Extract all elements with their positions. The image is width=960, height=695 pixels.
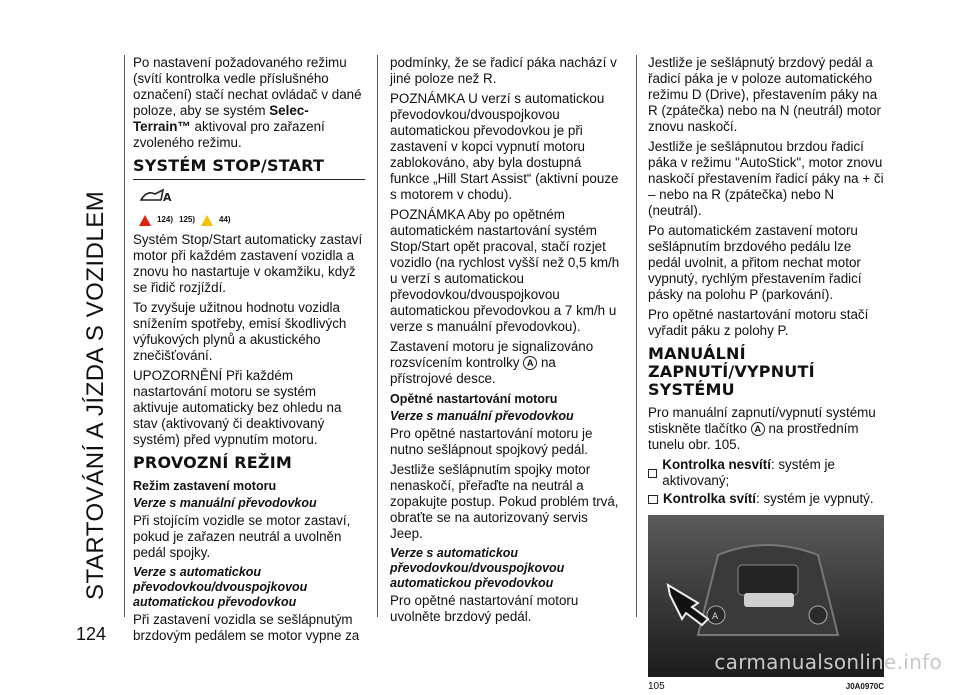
auto-stop-icon: A — [523, 356, 537, 370]
side-title-text: STARTOVÁNÍ A JÍZDA S VOZIDLEM — [82, 190, 109, 600]
paragraph: Jestliže je sešlápnutou brzdou řadicí páka v režimu "AutoStick", motor znovu naskočí přestavením řadicí páky na + či – nebo na R (zpátečka) nebo N (neutrál). — [648, 139, 884, 218]
paragraph: Pro manuální zapnutí/vypnutí systému stiskněte tlačítko A na prostředním tunelu obr. 105. — [648, 405, 876, 452]
figure-number: 105 — [648, 681, 665, 692]
paragraph: podmínky, že se řadicí páka nachází v jiné poloze než R. — [390, 55, 617, 86]
caution-triangle-icon — [201, 215, 213, 226]
list-item: Kontrolka nesvítí: systém je aktivovaný; — [648, 457, 884, 489]
paragraph: Zastavení motoru je signalizováno rozsvícením kontrolky A na přístrojové desce. — [390, 339, 594, 386]
paragraph: Pro opětné nastartování motoru je nutno sešlápnout spojkový pedál. — [390, 426, 593, 457]
paragraph: Jestliže je sešlápnutý brzdový pedál a řadicí páka je v poloze automatického režimu D (Drive), přestavením páky na R (zpátečka) nebo na N (neutrál) motor znovu naskočí. — [648, 55, 881, 134]
paragraph: POZNÁMKA U verzí s automatickou převodovkou/dvouspojkovou automatickou převodovkou je při zastavení v kopci vypnutí motoru zablokováno, aby byla dostupná funkce „Hill Start Assist“ (aktivní pouze s motorem v chodu). — [390, 91, 619, 202]
column-divider — [377, 55, 378, 617]
heading-stop-start: SYSTÉM STOP/START — [133, 157, 365, 180]
section-side-title — [82, 60, 122, 600]
paragraph: Po automatickém zastavení motoru sešlápnutím brzdového pedálu lze pedál uvolnit, a přitom nechat motor vypnutý, rychlým přestavením řadicí pásky na polohu P (parkování). — [648, 223, 862, 302]
stop-start-button-icon: A — [751, 422, 765, 436]
column-divider — [124, 55, 125, 617]
subheading: Verze s automatickou převodovkou/dvouspojkovou automatickou převodovkou — [390, 546, 565, 590]
column-1 — [133, 55, 365, 648]
svg-text:A: A — [712, 612, 719, 622]
svg-text:A: A — [163, 191, 172, 204]
column-3 — [648, 55, 884, 695]
column-2 — [390, 55, 622, 629]
bullet-icon — [648, 469, 657, 478]
figure-caption — [648, 679, 884, 695]
heading-manual-switch: MANUÁLNÍ ZAPNUTÍ/VYPNUTÍ SYSTÉMU — [648, 344, 815, 399]
paragraph: Pro opětné nastartování motoru stačí vyřadit páku z polohy P. — [648, 307, 869, 338]
figure-code: J0A0970C — [845, 682, 884, 691]
paragraph: Při stojícím vozidle se motor zastaví, pokud je zařazen neutrál a uvolněn pedál spojky. — [133, 513, 351, 560]
subheading: Verze s automatickou převodovkou/dvouspojkovou automatickou převodovkou — [133, 565, 308, 609]
paragraph: Pro opětné nastartování motoru uvolněte brzdový pedál. — [390, 593, 579, 624]
page-number: 124 — [76, 624, 107, 644]
bullet-icon — [648, 495, 658, 504]
stop-start-icon — [139, 186, 365, 208]
subheading: Verze s manuální převodovkou — [133, 496, 317, 510]
paragraph: POZNÁMKA Aby po opětném automatickém nastartování systém Stop/Start opět pracoval, stačí rozjet vozidlo (na rychlost vyšší než 0,5 km/h u verzí s automatickou převodovkou/dvouspojkovou automatickou převodovkou a 7 km/h u verze s manuální převodovkou). — [390, 207, 620, 334]
paragraph: Při zastavení vozidla se sešlápnutým brzdovým pedálem se motor vypne za — [133, 612, 360, 643]
paragraph: To zvyšuje užitnou hodnotu vozidla snížením spotřeby, emisí škodlivých výfukových plynů a akustického znečišťování. — [133, 300, 347, 363]
heading-operating-mode: PROVOZNÍ REŽIM — [133, 453, 292, 472]
column-divider — [636, 55, 637, 617]
warning-triangle-icon — [139, 215, 151, 226]
warning-references: 124) 125) 44) — [139, 212, 365, 228]
paragraph: UPOZORNĚNÍ Při každém nastartování motoru se systém aktivuje automaticky bez ohledu na stav (aktivovaný či deaktivovaný systém) před vypnutím motoru. — [133, 368, 342, 447]
subheading: Režim zastavení motoru — [133, 479, 277, 493]
subheading: Verze s manuální převodovkou — [390, 409, 574, 423]
watermark: carmanualsonline.info — [714, 650, 942, 674]
paragraph: Jestliže sešlápnutím spojky motor nenaskočí, přeřaďte na neutrál a zopakujte postup. Pokud problém trvá, obraťte se na autorizovaný servis Jeep. — [390, 462, 619, 541]
paragraph: Systém Stop/Start automaticky zastaví motor při každém zastavení vozidla a znovu ho nastartuje v okamžiku, když se řidič rozjíždí. — [133, 232, 363, 295]
subheading: Opětné nastartování motoru — [390, 392, 558, 406]
paragraph: Po nastavení požadovaného režimu (svítí kontrolka vedle příslušného označení) stačí nechat ovládač v dané poloze, aby se systém Selec-Terrain™ aktivoval pro zařazení zvoleného režimu. — [133, 55, 362, 150]
list-item: Kontrolka svítí: systém je vypnutý. — [648, 491, 884, 507]
